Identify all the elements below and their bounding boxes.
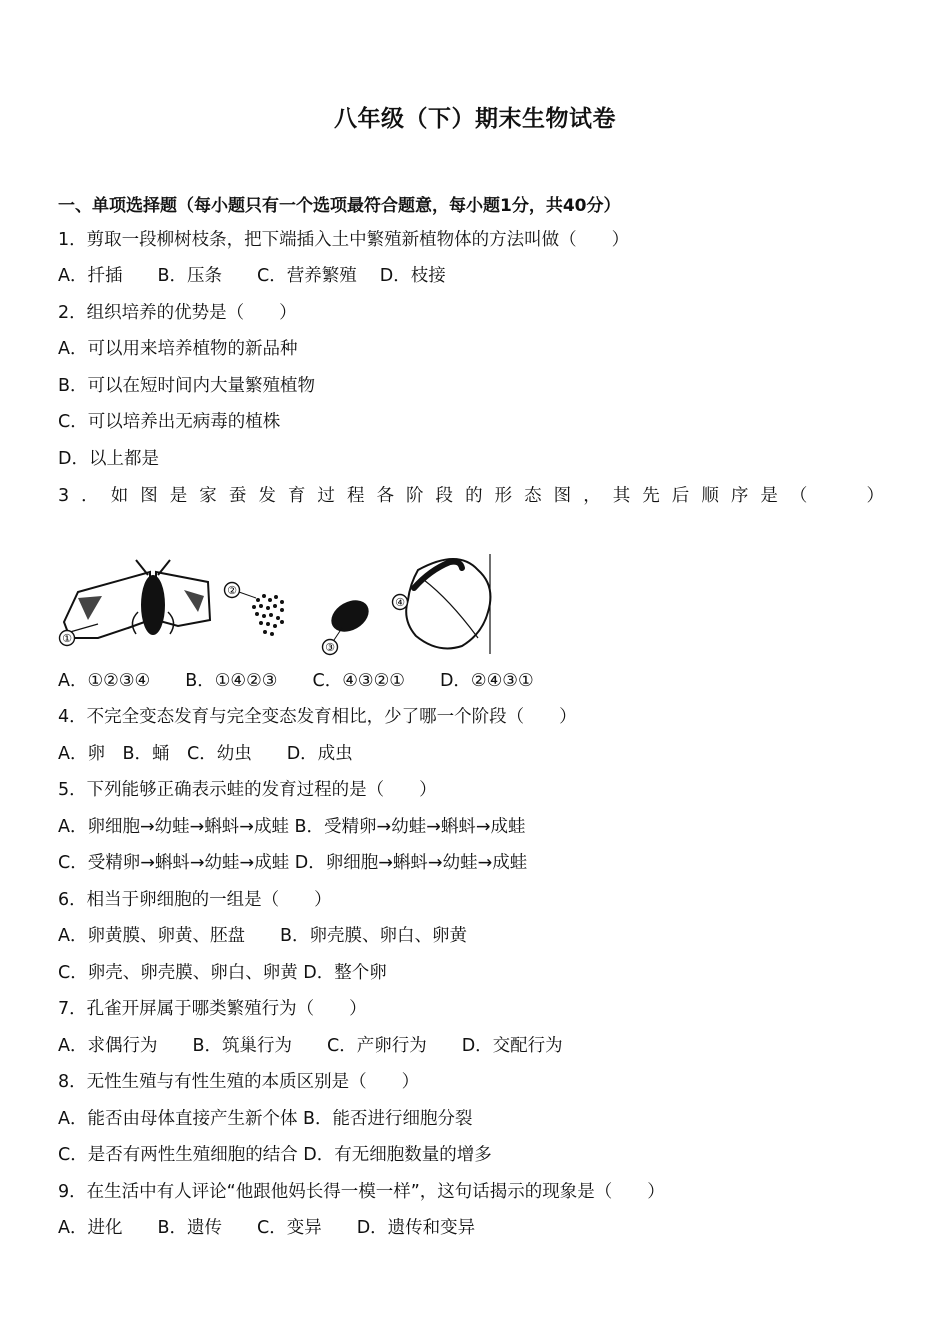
question-3-char: ）: [866, 486, 884, 506]
figure-label: ③: [325, 641, 335, 654]
question-3-char: 如: [110, 486, 129, 506]
question-5: 5．下列能够正确表示蛙的发育过程的是（ ）: [58, 780, 437, 800]
question-1: 1．剪取一段柳树枝条，把下端插入土中繁殖新植物体的方法叫做（ ）: [58, 230, 630, 250]
question-3-char: ．: [81, 486, 99, 506]
question-9-options: A．进化 B．遗传 C．变异 D．遗传和变异: [58, 1218, 476, 1238]
question-4-options: A．卵 B．蛹 C．幼虫 D．成虫: [58, 744, 353, 764]
question-3-char: 其: [612, 486, 631, 506]
question-3-char: 是: [169, 486, 188, 506]
question-3-char: 图: [140, 486, 158, 506]
question-3-char: 图: [553, 486, 572, 506]
question-3-char: 后: [671, 486, 690, 506]
question-6-options-cd: C．卵壳、卵壳膜、卵白、卵黄 D．整个卵: [58, 963, 387, 983]
question-3-char: [819, 484, 854, 508]
question-3-char: ，: [583, 486, 601, 506]
question-8-options-ab: A．能否由母体直接产生新个体 B．能否进行细胞分裂: [58, 1109, 473, 1129]
figure-label: ②: [227, 584, 237, 597]
question-3-char: 形: [494, 486, 513, 506]
question-3-char: 育: [287, 486, 306, 506]
figure-label: ①: [62, 632, 72, 645]
question-4: 4．不完全变态发育与完全变态发育相比，少了哪一个阶段（ ）: [58, 707, 577, 727]
eggs-image: [252, 594, 284, 636]
question-3-char: 态: [524, 486, 542, 506]
question-9: 9．在生活中有人评论“他跟他妈长得一模一样”，这句话揭示的现象是（ ）: [58, 1182, 665, 1202]
question-3-char: 家: [199, 486, 217, 506]
question-8: 8．无性生殖与有性生殖的本质区别是（ ）: [58, 1072, 420, 1092]
question-3-char: 程: [346, 486, 365, 506]
question-3-char: 过: [317, 486, 335, 506]
question-3-char: 的: [465, 486, 483, 506]
question-8-options-cd: C．是否有两性生殖细胞的结合 D．有无细胞数量的增多: [58, 1145, 492, 1165]
question-3: [58, 484, 884, 508]
question-3-char: 段: [435, 486, 454, 506]
question-3-char: 先: [642, 486, 660, 506]
question-7: 7．孔雀开屏属于哪类繁殖行为（ ）: [58, 999, 367, 1019]
question-2: 2．组织培养的优势是（ ）: [58, 303, 297, 323]
question-3-char: 各: [376, 486, 394, 506]
question-3-char: 3: [58, 486, 70, 506]
question-2-option-c: C．可以培养出无病毒的植株: [58, 412, 281, 432]
question-1-options: A．扦插 B．压条 C．营养繁殖 D．枝接: [58, 266, 446, 286]
silkworm-figure: [58, 550, 498, 658]
question-3-options: A．①②③④ B．①④②③ C．④③②① D．②④③①: [58, 671, 534, 691]
cocoon-image: [326, 594, 375, 638]
question-3-char: 序: [730, 486, 749, 506]
question-3-char: 是: [760, 486, 778, 506]
question-3-char: 蚕: [228, 486, 247, 506]
question-7-options: A．求偶行为 B．筑巢行为 C．产卵行为 D．交配行为: [58, 1036, 563, 1056]
question-3-char: 发: [258, 486, 276, 506]
figure-label: ④: [395, 596, 405, 609]
question-5-options-ab: A．卵细胞→幼蛙→蝌蚪→成蛙 B．受精卵→幼蛙→蝌蚪→成蛙: [58, 817, 526, 837]
section-heading: 一、单项选择题（每小题只有一个选项最符合题意，每小题1分，共40分）: [58, 196, 621, 216]
question-3-char: 阶: [406, 486, 424, 506]
question-2-option-b: B．可以在短时间内大量繁殖植物: [58, 376, 316, 396]
larva-on-leaf-image: [406, 554, 490, 654]
question-2-option-a: A．可以用来培养植物的新品种: [58, 339, 298, 359]
question-6: 6．相当于卵细胞的一组是（ ）: [58, 890, 332, 910]
page-title: 八年级（下）期末生物试卷: [334, 106, 616, 132]
question-2-option-d: D．以上都是: [58, 449, 159, 469]
question-6-options-ab: A．卵黄膜、卵黄、胚盘 B．卵壳膜、卵白、卵黄: [58, 926, 467, 946]
question-5-options-cd: C．受精卵→蝌蚪→幼蛙→成蛙 D．卵细胞→蝌蚪→幼蛙→成蛙: [58, 853, 528, 873]
question-3-char: （: [789, 486, 808, 506]
moth-image: [64, 560, 210, 638]
question-3-char: 顺: [701, 486, 719, 506]
